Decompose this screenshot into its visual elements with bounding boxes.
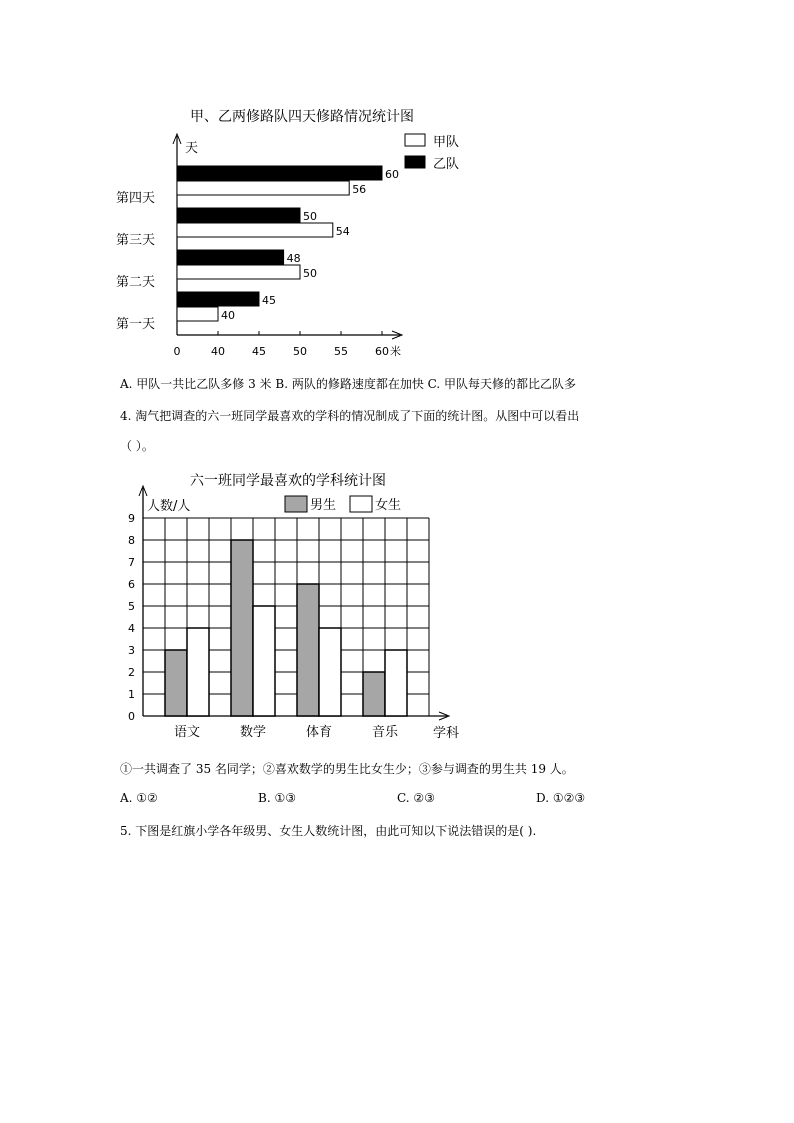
chart2-bar <box>165 650 187 716</box>
chart1-category-label: 第三天 <box>116 233 156 248</box>
q4-option-d: D. ①②③ <box>536 791 586 805</box>
q4-blank: （ ）。 <box>120 439 154 453</box>
chart2-y-label: 人数/人 <box>147 499 191 514</box>
chart2-y-tick-label: 1 <box>128 688 135 701</box>
chart2-bar <box>253 606 275 716</box>
chart2-y-tick-label: 6 <box>128 578 135 591</box>
chart1-data-label: 48 <box>286 252 301 265</box>
chart2-y-tick-label: 9 <box>128 512 135 525</box>
chart2-bar <box>319 628 341 716</box>
chart1-title: 甲、乙两修路队四天修路情况统计图 <box>190 109 414 125</box>
chart1-legend-label: 乙队 <box>433 157 460 172</box>
chart1-bar <box>177 208 300 222</box>
chart2-legend-label: 男生 <box>310 498 337 513</box>
chart2-bar <box>187 628 209 716</box>
q4-option-c: C. ②③ <box>397 791 435 805</box>
chart1-y-label: 天 <box>185 141 199 156</box>
q4-stem: 4. 淘气把调查的六一班同学最喜欢的学科的情况制成了下面的统计图。从图中可以看出 <box>120 409 580 423</box>
chart1-x-tick-label: 50 <box>293 345 307 358</box>
chart2-category-label: 语文 <box>173 725 201 740</box>
chart1-data-label: 54 <box>335 225 350 238</box>
chart1-data-label: 60 <box>385 168 399 181</box>
chart1-legend-swatch <box>405 134 425 146</box>
chart2-y-tick-label: 3 <box>128 644 135 657</box>
chart1-category-label: 第四天 <box>116 191 156 206</box>
chart1-data-label: 56 <box>352 183 367 196</box>
chart1-category-label: 第一天 <box>116 317 156 332</box>
chart1-bar <box>177 292 259 306</box>
chart1-x-tick-label: 45 <box>252 345 266 358</box>
q3-options: A. 甲队一共比乙队多修 3 米 B. 两队的修路速度都在加快 C. 甲队每天修的都比乙队多 <box>120 377 577 391</box>
chart1-x-tick-label: 0 <box>173 345 181 358</box>
chart2-category-label: 音乐 <box>371 725 399 740</box>
chart1-bar <box>177 223 333 237</box>
chart2-bar <box>231 540 253 716</box>
chart1-bar <box>177 181 349 195</box>
chart1-category-label: 第二天 <box>116 275 156 290</box>
chart2-legend-swatch <box>350 496 372 512</box>
chart1-data-label: 40 <box>221 309 235 322</box>
chart1-data-label: 50 <box>303 210 317 223</box>
chart1-bar <box>177 250 284 264</box>
chart2-bar <box>385 650 407 716</box>
chart2-y-tick-label: 7 <box>128 556 135 569</box>
chart1-x-unit: 米 <box>390 345 401 358</box>
q4-option-b: B. ①③ <box>258 791 296 805</box>
chart2-y-tick-label: 2 <box>128 666 135 679</box>
chart2-y-tick-label: 4 <box>128 622 135 635</box>
chart2-bar <box>297 584 319 716</box>
chart1-bar <box>177 265 300 279</box>
chart2-bar <box>363 672 385 716</box>
chart2-legend-swatch <box>285 496 307 512</box>
chart1-bar <box>177 307 218 321</box>
chart1-legend-label: 甲队 <box>433 135 460 150</box>
chart1-x-tick-label: 55 <box>334 345 348 358</box>
chart2-y-tick-label: 0 <box>128 710 135 723</box>
chart2-svg <box>115 484 475 742</box>
chart2-x-label: 学科 <box>433 726 460 741</box>
q4-statements: ①一共调查了 35 名同学；②喜欢数学的男生比女生少；③参与调查的男生共 19 人。 <box>120 762 574 776</box>
chart2-title: 六一班同学最喜欢的学科统计图 <box>190 473 386 489</box>
q5-stem: 5. 下图是红旗小学各年级男、女生人数统计图，由此可知以下说法错误的是( ). <box>120 824 537 838</box>
chart1-data-label: 45 <box>262 294 276 307</box>
chart2-y-tick-label: 8 <box>128 534 135 547</box>
chart2-legend-label: 女生 <box>375 498 402 513</box>
chart1-svg <box>110 128 460 363</box>
chart1-x-tick-label: 40 <box>211 345 225 358</box>
chart1-bar <box>177 166 382 180</box>
chart1-data-label: 50 <box>303 267 317 280</box>
q4-option-a: A. ①② <box>120 791 158 805</box>
chart2-y-tick-label: 5 <box>128 600 135 613</box>
chart1-legend-swatch <box>405 156 425 168</box>
chart2-category-label: 数学 <box>239 725 267 740</box>
chart2-category-label: 体育 <box>305 725 333 740</box>
chart1-x-tick-label: 60 <box>375 345 389 358</box>
